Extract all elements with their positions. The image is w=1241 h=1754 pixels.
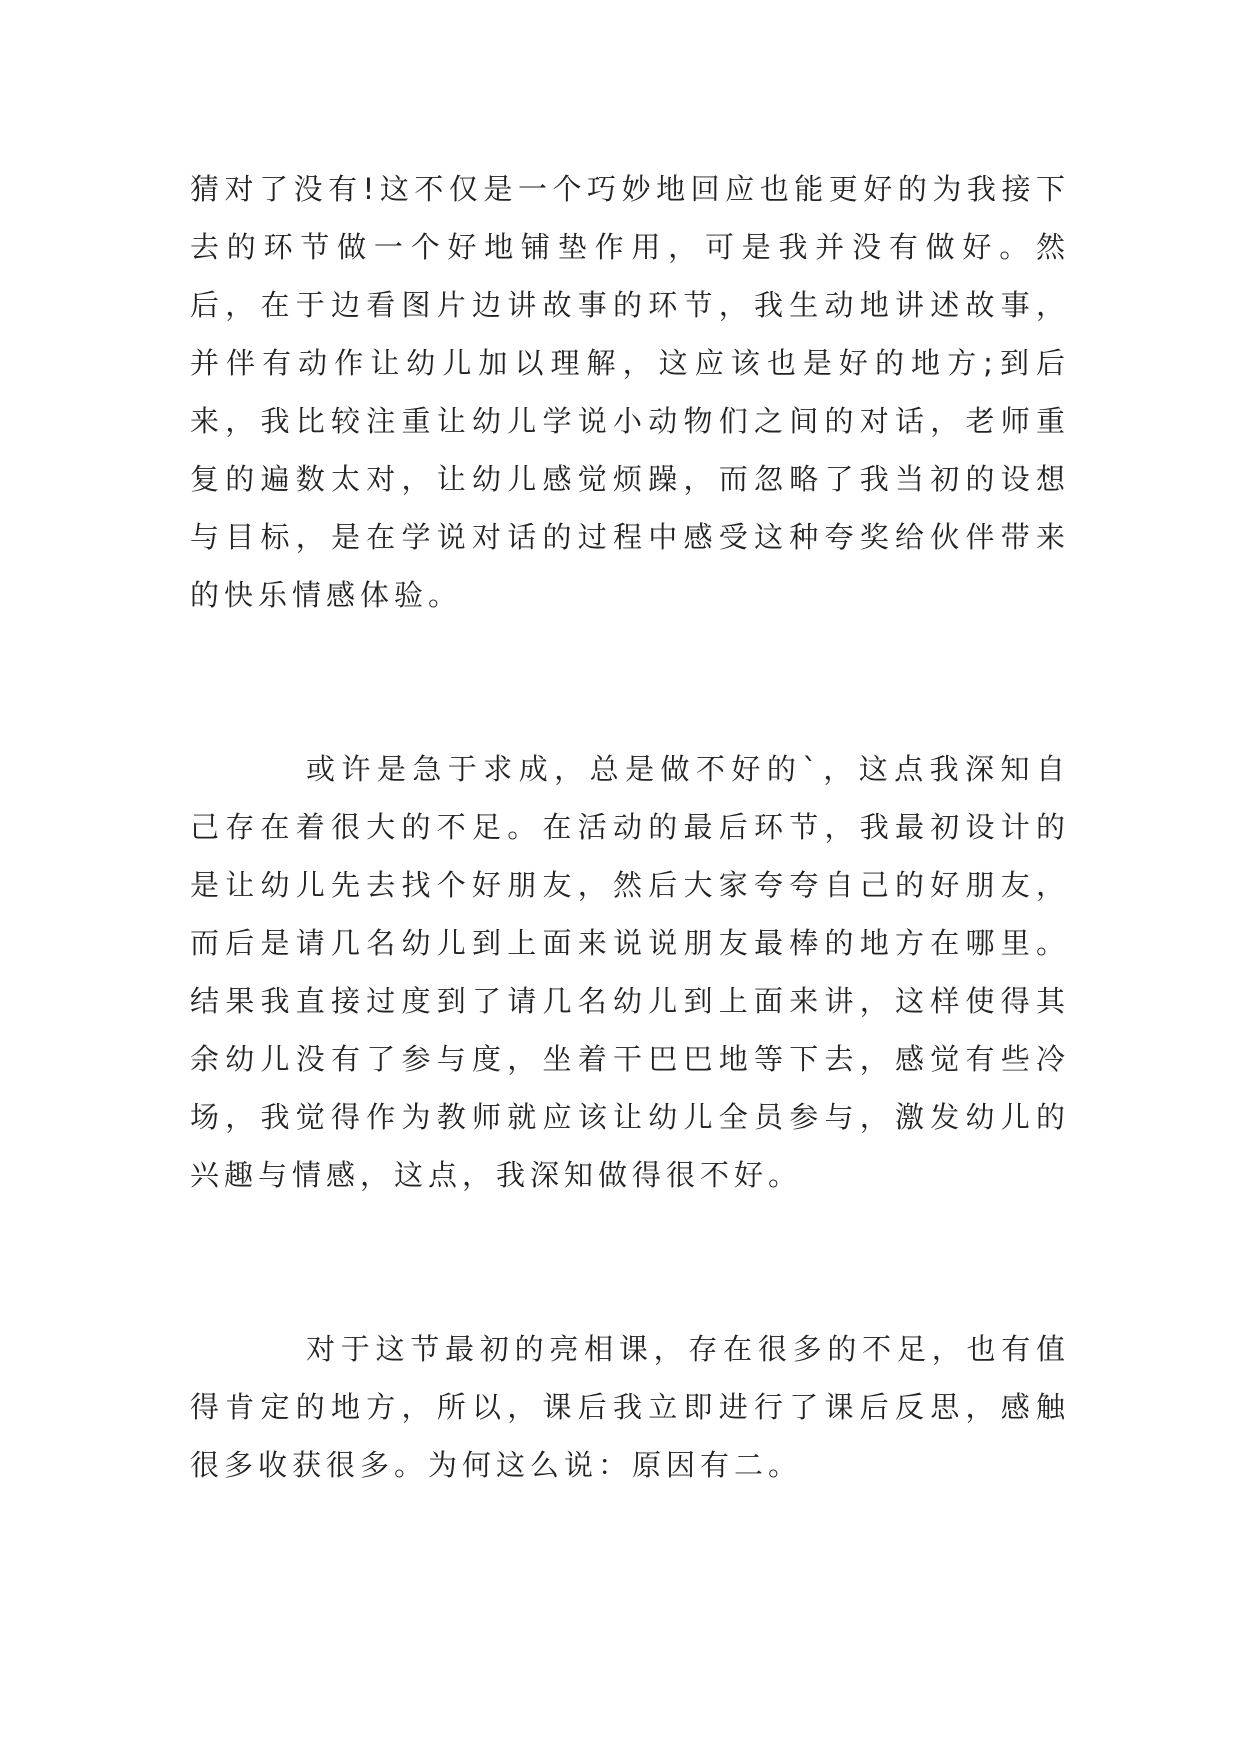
paragraph-reflection-shortcoming: 或许是急于求成，总是做不好的`，这点我深知自己存在着很大的不足。在活动的最后环节，我最初设计的是让幼儿先去找个好朋友，然后大家夸夸自己的好朋友，而后是请几名幼儿到上面来说说朋友最棒的地方在哪里。结果我直接过度到了请几名幼儿到上面来讲，这样使得其余幼儿没有了参与度，坐着干巴巴地等下去，感觉有些冷场，我觉得作为教师就应该让幼儿全员参与，激发幼儿的兴趣与情感，这点，我深知做得很不好。 <box>190 752 1070 1192</box>
paragraph-continuation: 猜对了没有!这不仅是一个巧妙地回应也能更好的为我接下去的环节做一个好地铺垫作用，可是我并没有做好。然后，在于边看图片边讲故事的环节，我生动地讲述故事，并伴有动作让幼儿加以理解，这应该也是好的地方;到后来，我比较注重让幼儿学说小动物们之间的对话，老师重复的遍数太对，让幼儿感觉烦躁，而忽略了我当初的设想与目标，是在学说对话的过程中感受这种夸奖给伙伴带来的快乐情感体验。 <box>190 172 1070 612</box>
paragraph-summary: 对于这节最初的亮相课，存在很多的不足，也有值得肯定的地方，所以，课后我立即进行了课后反思，感触很多收获很多。为何这么说：原因有二。 <box>190 1332 1070 1482</box>
